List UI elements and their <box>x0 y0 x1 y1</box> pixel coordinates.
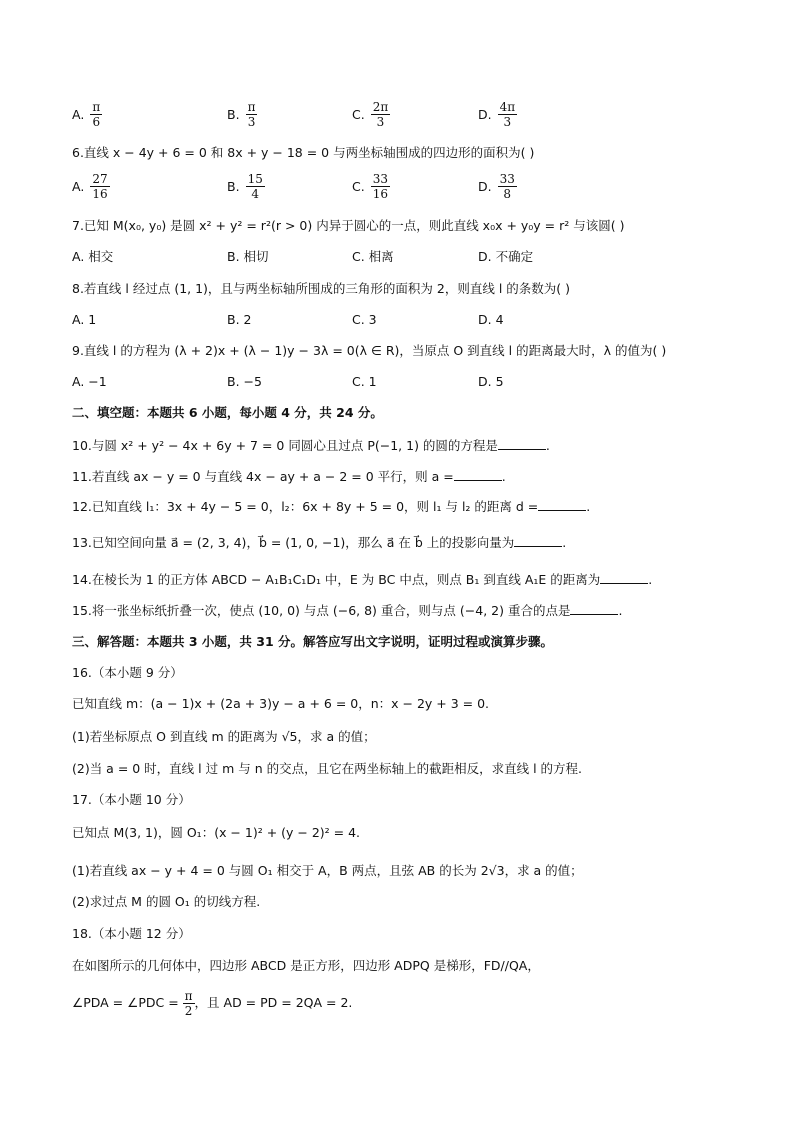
q7-option-c: C. 相离 <box>352 249 394 264</box>
q17-stem: 已知点 M(3, 1)，圆 O₁：(x − 1)² + (y − 2)² = 4. <box>72 825 361 840</box>
q15: 15.将一张坐标纸折叠一次，使点 (10, 0) 与点 (−6, 8) 重合，则与点 (−4, 2) 重合的点是 . <box>72 603 623 618</box>
q7-option-d: D. 不确定 <box>478 249 534 264</box>
q14-answer-blank <box>600 571 648 584</box>
q18-condition: ∠PDA = ∠PDC = $\frac{\pi}{2}$ ，且 AD = PD = 2QA = 2. <box>72 989 353 1018</box>
q8-option-b: B. 2 <box>227 312 252 327</box>
q13: 13.已知空间向量 a⃗ = (2, 3, 4)，b⃗ = (1, 0, −1)，那么 a⃗ 在 b⃗ 上的投影向量为 . <box>72 535 567 550</box>
section-solutions-heading: 三、解答题：本题共 3 小题，共 31 分。解答应写出文字说明，证明过程或演算步骤。 <box>72 634 554 649</box>
q12: 12.已知直线 l₁：3x + 4y − 5 = 0，l₂：6x + 8y + 5 = 0，则 l₁ 与 l₂ 的距离 d = . <box>72 499 591 514</box>
q9-option-b: B. −5 <box>227 374 262 389</box>
q15-answer-blank <box>570 602 618 615</box>
q17-heading: 17.（本小题 10 分） <box>72 792 191 807</box>
q18-stem: 在如图所示的几何体中，四边形 ABCD 是正方形，四边形 ADPQ 是梯形，FD//QA， <box>72 958 540 973</box>
q6-option-c: C. $\frac{33}{16}$ <box>352 172 388 201</box>
q16-stem: 已知直线 m：(a − 1)x + (2a + 3)y − a + 6 = 0，n：x − 2y + 3 = 0. <box>72 696 490 711</box>
q7-option-a: A. 相交 <box>72 249 114 264</box>
q9-option-a: A. −1 <box>72 374 107 389</box>
q16-part1: (1)若坐标原点 O 到直线 m 的距离为 √5，求 a 的值； <box>72 729 376 744</box>
q8-stem: 8.若直线 l 经过点 (1, 1)，且与两坐标轴所围成的三角形的面积为 2，则直线 l 的条数为( ) <box>72 281 570 296</box>
q6-option-d: D. $\frac{33}{8}$ <box>478 172 515 201</box>
q11: 11.若直线 ax − y = 0 与直线 4x − ay + a − 2 = 0 平行，则 a = . <box>72 469 506 484</box>
q6-option-b: B. $\frac{15}{4}$ <box>227 172 263 201</box>
q10: 10.与圆 x² + y² − 4x + 6y + 7 = 0 同圆心且过点 P(−1, 1) 的圆的方程是 . <box>72 438 550 453</box>
q16-heading: 16.（本小题 9 分） <box>72 665 183 680</box>
q5-option-b: B. $\frac{\pi}{3}$ <box>227 100 256 129</box>
q16-part2: (2)当 a = 0 时，直线 l 过 m 与 n 的交点，且它在两坐标轴上的截距相反，求直线 l 的方程. <box>72 761 582 776</box>
q6-stem: 6.直线 x − 4y + 6 = 0 和 8x + y − 18 = 0 与两坐标轴围成的四边形的面积为( ) <box>72 145 535 160</box>
q7-stem: 7.已知 M(x₀, y₀) 是圆 x² + y² = r²(r > 0) 内异于圆心的一点，则此直线 x₀x + y₀y = r² 与该圆( ) <box>72 218 625 233</box>
q18-fraction: $\frac{\pi}{2}$ <box>184 989 193 1018</box>
q14: 14.在棱长为 1 的正方体 ABCD − A₁B₁C₁D₁ 中，E 为 BC 中点，则点 B₁ 到直线 A₁E 的距离为 . <box>72 572 653 587</box>
q7-option-b: B. 相切 <box>227 249 269 264</box>
q17-part1: (1)若直线 ax − y + 4 = 0 与圆 O₁ 相交于 A，B 两点，且弦 AB 的长为 2√3，求 a 的值； <box>72 863 583 878</box>
section-fill-in-heading: 二、填空题：本题共 6 小题，每小题 4 分，共 24 分。 <box>72 405 383 420</box>
q9-stem: 9.直线 l 的方程为 (λ + 2)x + (λ − 1)y − 3λ = 0(λ ∈ R)，当原点 O 到直线 l 的距离最大时，λ 的值为( ) <box>72 343 667 358</box>
q9-option-d: D. 5 <box>478 374 504 389</box>
q12-answer-blank <box>538 498 586 511</box>
q6-option-a: A. $\frac{27}{16}$ <box>72 172 108 201</box>
q8-option-a: A. 1 <box>72 312 97 327</box>
q11-answer-blank <box>454 468 502 481</box>
q18-heading: 18.（本小题 12 分） <box>72 926 191 941</box>
q5-option-a: A. $\frac{\pi}{6}$ <box>72 100 101 129</box>
q9-option-c: C. 1 <box>352 374 377 389</box>
q5-option-d: D. $\frac{4\pi}{3}$ <box>478 100 516 129</box>
q10-answer-blank <box>498 437 546 450</box>
q8-option-d: D. 4 <box>478 312 504 327</box>
q5-option-c: C. $\frac{2\pi}{3}$ <box>352 100 389 129</box>
q13-answer-blank <box>514 534 562 547</box>
q8-option-c: C. 3 <box>352 312 377 327</box>
q5-options <box>72 100 632 136</box>
q6-options <box>72 172 632 208</box>
q17-part2: (2)求过点 M 的圆 O₁ 的切线方程. <box>72 894 261 909</box>
